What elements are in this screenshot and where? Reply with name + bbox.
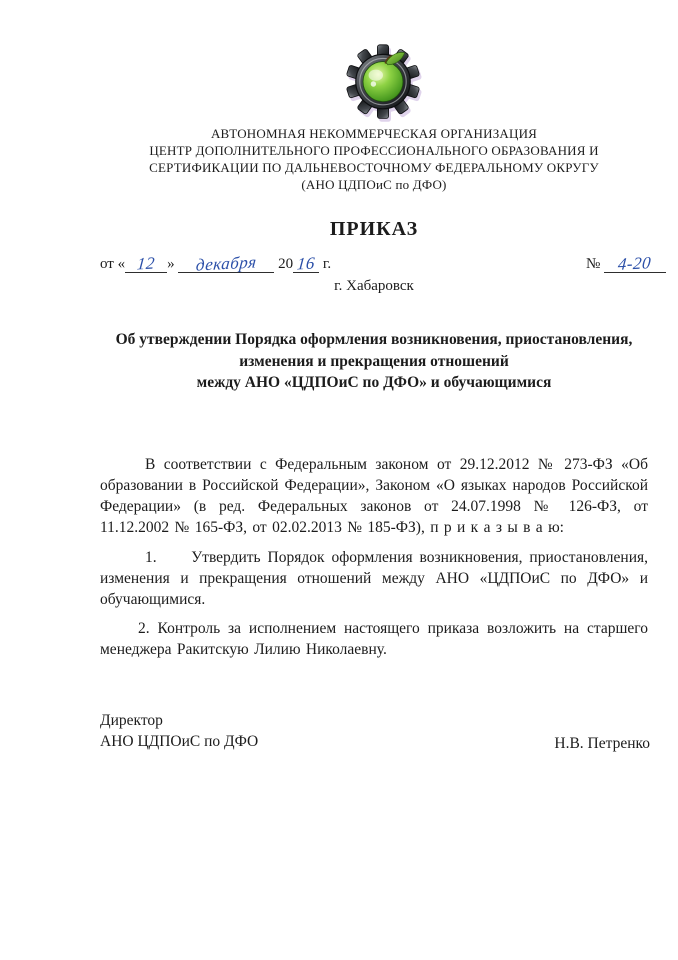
- date-line: [100, 252, 332, 275]
- org-line: ЦЕНТР ДОПОЛНИТЕЛЬНОГО ПРОФЕССИОНАЛЬНОГО ОБРАЗОВАНИЯ И: [149, 143, 599, 158]
- city-line: г. Хабаровск: [334, 278, 414, 294]
- number-label: №: [586, 256, 601, 272]
- date-year-blank: [293, 255, 319, 273]
- subject-heading: [100, 329, 648, 394]
- handwritten-day: 12: [136, 253, 156, 274]
- date-year-printed: 20: [278, 256, 294, 272]
- date-prefix: от «: [100, 256, 126, 272]
- org-line: (АНО ЦДПОиС по ДФО): [301, 177, 447, 192]
- handwritten-year: 16: [296, 253, 316, 274]
- gear-apple-logo-icon: [341, 40, 425, 120]
- organization-name: [100, 125, 648, 193]
- intro-paragraph: В соответствии с Федеральным законом от 29.12.2012 № 273-ФЗ «Об образовании в Российской Федерации», Законом «О языках народов Российской Федерации» (в ред. Федеральных законов от 24.07.1998 № 126-ФЗ, от 11.12.2002 № 165-ФЗ, от 02.02.2013 № 185-ФЗ), п р и к а з ы в а ю:: [100, 455, 648, 537]
- order-number: [586, 255, 666, 273]
- subject-line: между АНО «ЦДПОиС по ДФО» и обучающимися: [196, 374, 552, 391]
- org-line: АВТОНОМНАЯ НЕКОММЕРЧЕСКАЯ ОРГАНИЗАЦИЯ: [210, 126, 538, 141]
- handwritten-month: декабря: [195, 252, 258, 275]
- date-suffix: г.: [322, 256, 332, 272]
- org-line: СЕРТИФИКАЦИИ ПО ДАЛЬНЕВОСТОЧНОМУ ФЕДЕРАЛЬНОМУ ОКРУГУ: [149, 160, 599, 175]
- signature-role-line: АНО ЦДПОиС по ДФО: [100, 733, 259, 750]
- subject-line: изменения и прекращения отношений: [239, 352, 509, 370]
- signature-name: Н.В. Петренко: [554, 735, 650, 752]
- handwritten-number: 4-20: [617, 253, 653, 274]
- date-month-blank: [178, 252, 274, 275]
- order-item-1: 1. Утвердить Порядок оформления возникновения, приостановления, изменения и прекращения отношений между АНО «ЦДПОиС по ДФО» и обучающимися.: [100, 548, 648, 608]
- subject-line: Об утверждении Порядка оформления возникновения, приостановления,: [115, 331, 633, 348]
- date-close-quote: »: [167, 256, 175, 272]
- date-day-blank: [125, 255, 167, 273]
- signature-role-line: Директор: [100, 712, 163, 729]
- document-title: ПРИКАЗ: [329, 218, 419, 240]
- number-blank: [604, 255, 666, 273]
- order-item-2: 2. Контроль за исполнением настоящего приказа возложить на старшего менеджера Ракитскую Лилию Николаевну.: [100, 619, 648, 658]
